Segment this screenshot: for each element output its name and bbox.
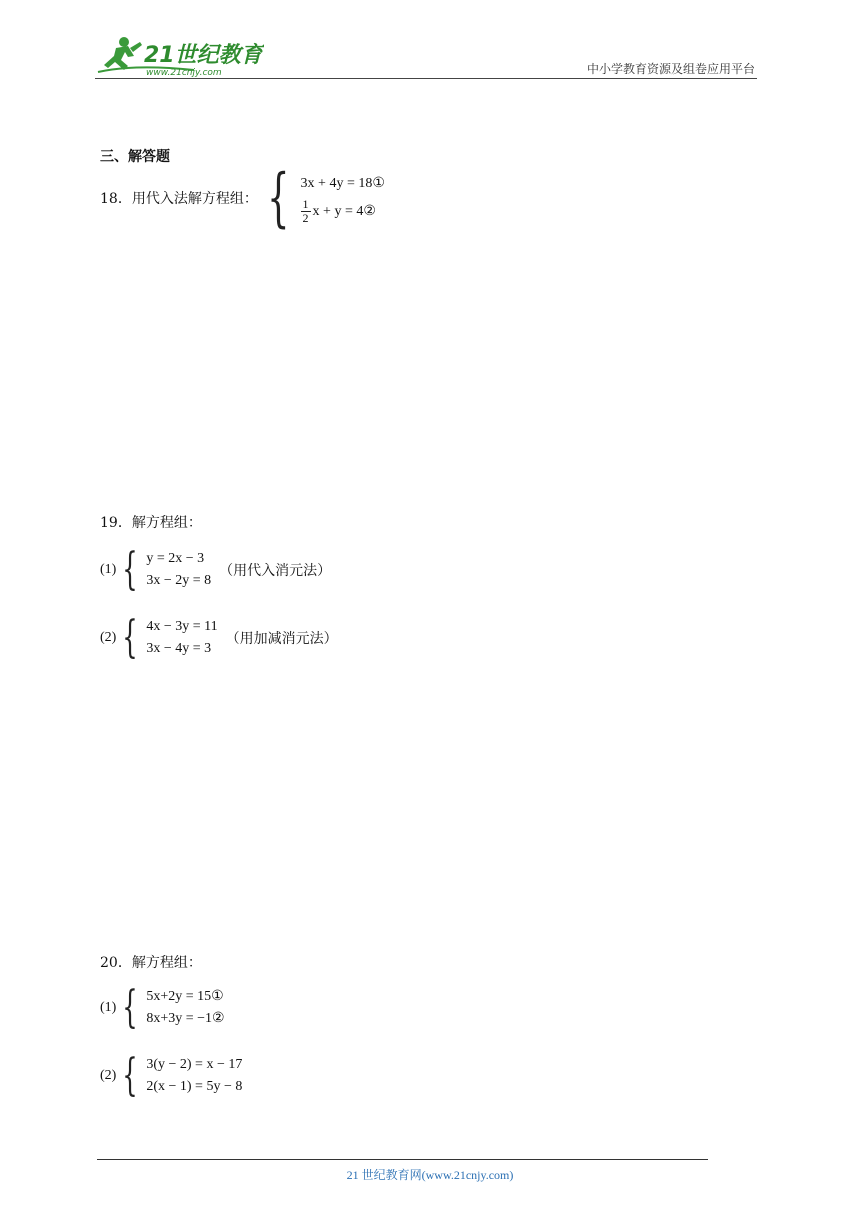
section-title: 三、解答题 (100, 149, 170, 165)
equation-2: 3x − 2y = 8 (146, 573, 212, 588)
method-note: （用代入消元法） (219, 563, 332, 579)
header-platform-text: 中小学教育资源及组卷应用平台 (586, 62, 755, 76)
fraction: $\frac{1}{2}$ (302, 197, 309, 226)
equation-system (146, 986, 224, 1030)
logo-text: 21世纪教育 (144, 43, 263, 68)
footer-link[interactable]: 21 世纪教育网(www.21cnjy.com) (346, 1168, 514, 1182)
equation-system (146, 548, 211, 592)
brace: { (122, 612, 139, 663)
logo-url: www.21cnjy.com (146, 68, 222, 78)
question-19-part-1 (100, 544, 332, 595)
brace: { (266, 161, 290, 235)
question-18 (100, 161, 385, 235)
part-number: (1) (100, 1000, 117, 1015)
equation-1: 5x+2y = 15① (146, 989, 224, 1004)
footer-divider (97, 1159, 708, 1160)
equation-2: $\frac{1}{2}$ x + y = 4② (302, 197, 376, 226)
question-19-part-2 (100, 612, 338, 663)
equation-2: 8x+3y = −1② (146, 1011, 225, 1026)
part-number: (2) (100, 630, 117, 645)
brace: { (122, 1050, 139, 1101)
equation-1: 3x + 4y = 18① (300, 176, 385, 191)
question-18-label: 18．用代入法解方程组： (100, 191, 258, 207)
equation-1: y = 2x − 3 (146, 551, 205, 566)
question-20-part-1 (100, 982, 225, 1033)
question-19-label: 19．解方程组： (100, 515, 202, 531)
site-logo (94, 30, 264, 80)
header-divider (95, 78, 757, 79)
part-number: (1) (100, 562, 117, 577)
equation-system (146, 1054, 242, 1098)
equation-1: 3(y − 2) = x − 17 (146, 1057, 243, 1072)
part-number: (2) (100, 1068, 117, 1083)
brace: { (122, 982, 139, 1033)
brace: { (122, 544, 139, 595)
equation-system (301, 170, 385, 226)
equation-system (146, 616, 217, 660)
equation-1: 4x − 3y = 11 (146, 619, 218, 634)
question-20-part-2 (100, 1050, 243, 1101)
equation-2: 2(x − 1) = 5y − 8 (146, 1079, 243, 1094)
question-20-label: 20．解方程组： (100, 955, 202, 971)
equation-2: 3x − 4y = 3 (146, 641, 212, 656)
method-note: （用加减消元法） (225, 631, 338, 647)
